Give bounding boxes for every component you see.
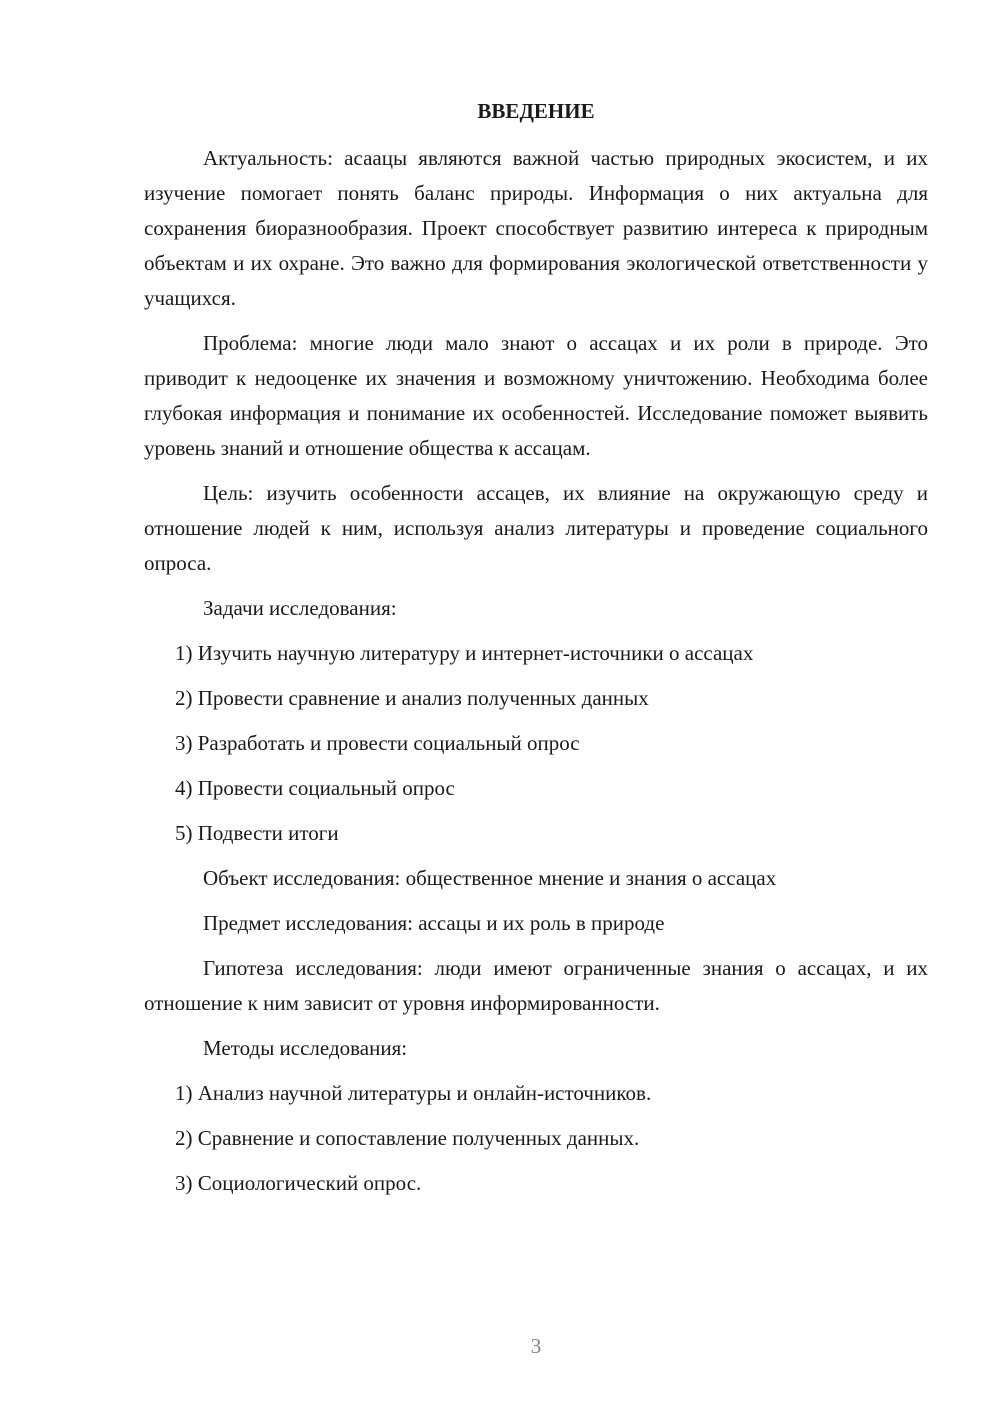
problem-paragraph: Проблема: многие люди мало знают о ассацах и их роли в природе. Это приводит к недооценке их значения и возможному уничтожению. Необходима более глубокая информация и понимание их особенностей. Исследование поможет выявить уровень знаний и отношение общества к ассацам. [144,331,928,460]
list-item: 4) Провести социальный опрос [175,776,455,800]
tasks-list [144,636,928,851]
section-heading: ВВЕДЕНИЕ [477,99,595,123]
subject-paragraph: Предмет исследования: ассацы и их роль в природе [203,911,665,935]
list-item: 5) Подвести итоги [175,821,339,845]
list-item: 2) Сравнение и сопоставление полученных данных. [175,1126,640,1150]
list-item: 1) Анализ научной литературы и онлайн-источников. [175,1081,652,1105]
page-number: 3 [530,1334,542,1358]
methods-list [144,1076,928,1201]
list-item: 3) Социологический опрос. [175,1171,422,1195]
object-paragraph: Объект исследования: общественное мнение и знания о ассацах [203,866,777,890]
goal-paragraph: Цель: изучить особенности ассацев, их влияние на окружающую среду и отношение людей к ним, используя анализ литературы и проведение социального опроса. [144,481,928,575]
list-item: 2) Провести сравнение и анализ полученных данных [175,686,649,710]
hypothesis-paragraph: Гипотеза исследования: люди имеют ограниченные знания о ассацах, и их отношение к ним зависит от уровня информированности. [144,956,928,1015]
methods-heading: Методы исследования: [203,1036,408,1060]
page-content [144,94,928,1211]
list-item: 3) Разработать и провести социальный опрос [175,731,580,755]
relevance-paragraph: Актуальность: асаацы являются важной частью природных экосистем, и их изучение помогает понять баланс природы. Информация о них актуальна для сохранения биоразнообразия. Проект способствует развитию интереса к природным объектам и их охране. Это важно для формирования экологической ответственности у учащихся. [144,146,928,310]
list-item: 1) Изучить научную литературу и интернет-источники о ассацах [175,641,754,665]
tasks-heading: Задачи исследования: [203,596,397,620]
